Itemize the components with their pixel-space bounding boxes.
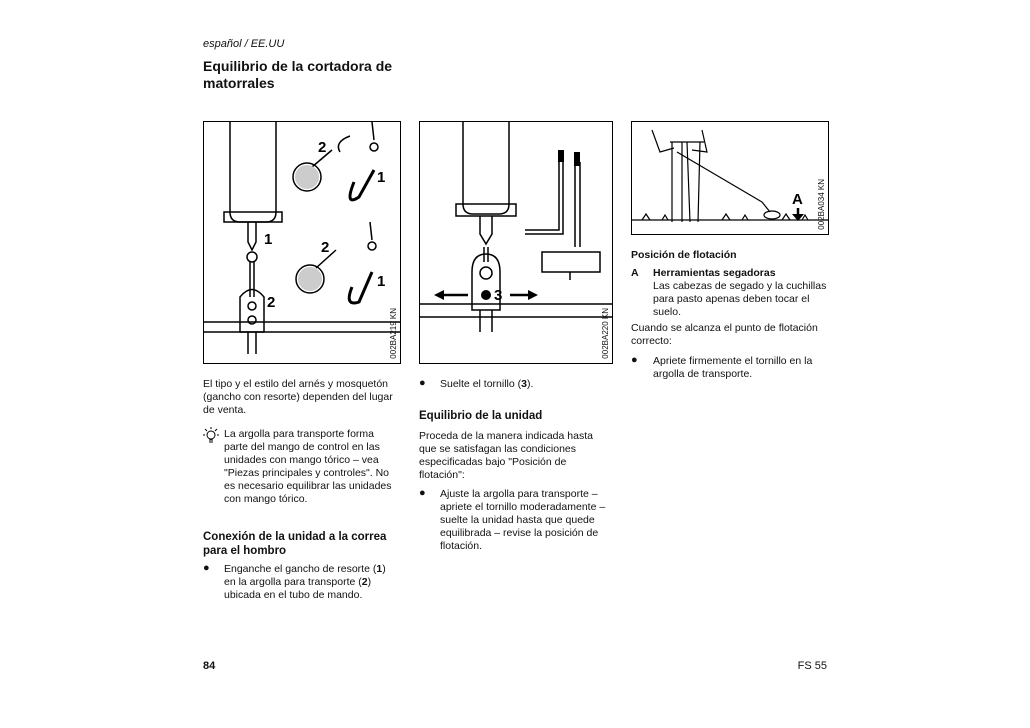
bullet-tighten-text: Apriete firmemente el tornillo en la argolla de transporte. [653, 355, 813, 380]
bullet-hook-text: Enganche el gancho de resorte (1) en la argolla para transporte (2) ubicada en el tubo de mando. [224, 563, 386, 601]
language-label: español / EE.UU [203, 38, 285, 50]
item-letter-a: A [631, 267, 639, 279]
float-paragraph: Cuando se alcanza el punto de flotación correcto: [631, 322, 818, 347]
figure-float-position [631, 121, 829, 235]
model-name: FS 55 [797, 660, 827, 672]
balance-paragraph: Proceda de la manera indicada hasta que se satisfagan las condiciones especificadas bajo "Posición de flotación": [419, 430, 593, 481]
heading-connection: Conexión de la unidad a la correa para el hombro [203, 531, 387, 557]
fig2-code: 002BA220 KN [601, 308, 610, 359]
bullet-dot: ● [419, 487, 426, 499]
item-title: Herramientas segadoras [653, 267, 776, 279]
bullet-dot: ● [419, 377, 426, 389]
figure-carrying-ring [419, 121, 613, 364]
heading-balance: Equilibrio de la unidad [419, 410, 543, 422]
note-paragraph: La argolla para transporte forma parte del mango de control en las unidades con mango tórico – vea "Piezas principales y controles". No es necesario equilibrar las unidades con mango tórico. [224, 428, 392, 505]
page-number: 84 [203, 660, 216, 672]
heading-float: Posición de flotación [631, 249, 737, 261]
note-lightbulb-icon [202, 427, 220, 450]
intro-paragraph: El tipo y el estilo del arnés y mosquetón (gancho con resorte) dependen del lugar de venta. [203, 378, 393, 416]
fig3-code: 002BA034 KN [817, 179, 826, 230]
float-position-illustration [632, 122, 828, 234]
figure-harness-hook [203, 121, 401, 364]
fig1-callout-plate-2: 2 [267, 294, 276, 311]
fig2-callout-3: 3 [494, 287, 503, 304]
fig1-callout-mid-2: 2 [321, 239, 330, 256]
harness-hook-illustration [204, 122, 400, 363]
fig3-callout-a: A [792, 191, 803, 208]
fig1-code: 002BA219 KN [389, 308, 398, 359]
bullet-loosen-text: Suelte el tornillo (3). [440, 378, 534, 390]
fig1-callout-top-2: 2 [318, 139, 327, 156]
fig1-callout-bottom-1: 1 [377, 273, 386, 290]
carrying-ring-illustration [420, 122, 612, 363]
bullet-dot: ● [631, 354, 638, 366]
fig1-callout-left-1: 1 [264, 231, 273, 248]
page-title: Equilibrio de la cortadora de matorrales [203, 58, 393, 91]
item-text: Las cabezas de segado y la cuchillas para pasto apenas deben tocar el suelo. [653, 280, 827, 318]
fig1-callout-top-1: 1 [377, 169, 386, 186]
bullet-dot: ● [203, 562, 210, 574]
bullet-adjust-text: Ajuste la argolla para transporte – apriete el tornillo moderadamente – suelte la unidad hasta que quede equilibrada – revise la posición de flotación. [440, 488, 606, 552]
